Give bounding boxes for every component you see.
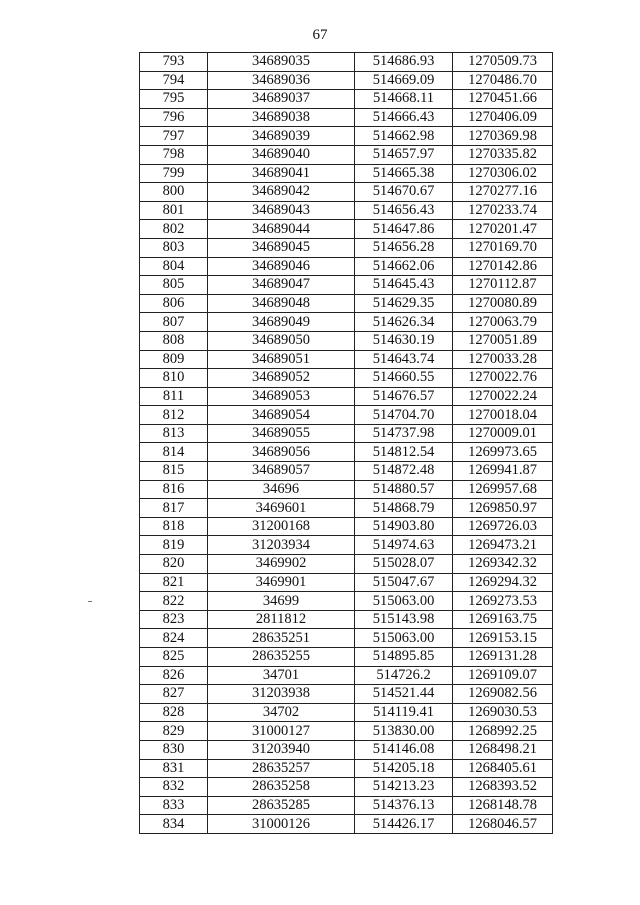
table-row	[140, 257, 553, 276]
point-number-cell: 796	[140, 108, 208, 127]
table-row	[140, 313, 553, 332]
y-coordinate-cell: 1269163.75	[453, 610, 553, 629]
table-row	[140, 592, 553, 611]
point-number-cell: 797	[140, 127, 208, 146]
table-row	[140, 350, 553, 369]
y-coordinate-cell: 1270169.70	[453, 238, 553, 257]
table-row	[140, 629, 553, 648]
cadastral-id-cell: 34696	[208, 480, 355, 499]
x-coordinate-cell: 514895.85	[355, 648, 453, 667]
y-coordinate-cell: 1270033.28	[453, 350, 553, 369]
table-row	[140, 796, 553, 815]
point-number-cell: 822	[140, 592, 208, 611]
y-coordinate-cell: 1269957.68	[453, 480, 553, 499]
point-number-cell: 816	[140, 480, 208, 499]
y-coordinate-cell: 1270051.89	[453, 331, 553, 350]
y-coordinate-cell: 1269473.21	[453, 536, 553, 555]
y-coordinate-cell: 1270406.09	[453, 108, 553, 127]
cadastral-id-cell: 31000126	[208, 815, 355, 834]
table-row	[140, 462, 553, 481]
x-coordinate-cell: 514662.98	[355, 127, 453, 146]
point-number-cell: 821	[140, 573, 208, 592]
x-coordinate-cell: 514119.41	[355, 703, 453, 722]
x-coordinate-cell: 514880.57	[355, 480, 453, 499]
x-coordinate-cell: 514676.57	[355, 387, 453, 406]
table-row	[140, 201, 553, 220]
y-coordinate-cell: 1270335.82	[453, 145, 553, 164]
cadastral-id-cell: 31200168	[208, 517, 355, 536]
table-row	[140, 108, 553, 127]
point-number-cell: 825	[140, 648, 208, 667]
x-coordinate-cell: 513830.00	[355, 722, 453, 741]
x-coordinate-cell: 515063.00	[355, 592, 453, 611]
y-coordinate-cell: 1268148.78	[453, 796, 553, 815]
y-coordinate-cell: 1270022.24	[453, 387, 553, 406]
y-coordinate-cell: 1270009.01	[453, 424, 553, 443]
cadastral-id-cell: 34689037	[208, 90, 355, 109]
y-coordinate-cell: 1269973.65	[453, 443, 553, 462]
point-number-cell: 793	[140, 53, 208, 72]
y-coordinate-cell: 1270451.66	[453, 90, 553, 109]
x-coordinate-cell: 514629.35	[355, 294, 453, 313]
table-row	[140, 573, 553, 592]
point-number-cell: 832	[140, 778, 208, 797]
table-row	[140, 164, 553, 183]
table-row	[140, 127, 553, 146]
cadastral-id-cell: 34689057	[208, 462, 355, 481]
point-number-cell: 803	[140, 238, 208, 257]
table-row	[140, 555, 553, 574]
cadastral-id-cell: 28635285	[208, 796, 355, 815]
point-number-cell: 818	[140, 517, 208, 536]
point-number-cell: 811	[140, 387, 208, 406]
x-coordinate-cell: 514812.54	[355, 443, 453, 462]
cadastral-id-cell: 34689055	[208, 424, 355, 443]
point-number-cell: 814	[140, 443, 208, 462]
cadastral-id-cell: 34689046	[208, 257, 355, 276]
point-number-cell: 813	[140, 424, 208, 443]
point-number-cell: 824	[140, 629, 208, 648]
table-row	[140, 276, 553, 295]
y-coordinate-cell: 1270486.70	[453, 71, 553, 90]
y-coordinate-cell: 1269294.32	[453, 573, 553, 592]
cadastral-id-cell: 2811812	[208, 610, 355, 629]
y-coordinate-cell: 1270022.76	[453, 369, 553, 388]
point-number-cell: 833	[140, 796, 208, 815]
cadastral-id-cell: 34701	[208, 666, 355, 685]
table-row	[140, 369, 553, 388]
y-coordinate-cell: 1269082.56	[453, 685, 553, 704]
x-coordinate-cell: 514665.38	[355, 164, 453, 183]
point-number-cell: 819	[140, 536, 208, 555]
point-number-cell: 804	[140, 257, 208, 276]
cadastral-id-cell: 31203934	[208, 536, 355, 555]
x-coordinate-cell: 514670.67	[355, 183, 453, 202]
table-row	[140, 666, 553, 685]
cadastral-id-cell: 34689048	[208, 294, 355, 313]
y-coordinate-cell: 1270509.73	[453, 53, 553, 72]
y-coordinate-cell: 1269941.87	[453, 462, 553, 481]
table-row	[140, 499, 553, 518]
cadastral-id-cell: 34702	[208, 703, 355, 722]
x-coordinate-cell: 514426.17	[355, 815, 453, 834]
y-coordinate-cell: 1270306.02	[453, 164, 553, 183]
cadastral-id-cell: 34689041	[208, 164, 355, 183]
x-coordinate-cell: 514868.79	[355, 499, 453, 518]
x-coordinate-cell: 515063.00	[355, 629, 453, 648]
x-coordinate-cell: 515143.98	[355, 610, 453, 629]
x-coordinate-cell: 514656.28	[355, 238, 453, 257]
cadastral-id-cell: 34689047	[208, 276, 355, 295]
x-coordinate-cell: 514704.70	[355, 406, 453, 425]
y-coordinate-cell: 1268405.61	[453, 759, 553, 778]
y-coordinate-cell: 1270112.87	[453, 276, 553, 295]
table-row	[140, 443, 553, 462]
y-coordinate-cell: 1270018.04	[453, 406, 553, 425]
table-row	[140, 90, 553, 109]
cadastral-id-cell: 34689036	[208, 71, 355, 90]
table-row	[140, 331, 553, 350]
x-coordinate-cell: 514903.80	[355, 517, 453, 536]
x-coordinate-cell: 514686.93	[355, 53, 453, 72]
table-row	[140, 815, 553, 834]
table-row	[140, 536, 553, 555]
point-number-cell: 826	[140, 666, 208, 685]
table-row	[140, 294, 553, 313]
cadastral-id-cell: 34689050	[208, 331, 355, 350]
point-number-cell: 810	[140, 369, 208, 388]
cadastral-id-cell: 34689052	[208, 369, 355, 388]
cadastral-id-cell: 34689042	[208, 183, 355, 202]
point-number-cell: 827	[140, 685, 208, 704]
point-number-cell: 828	[140, 703, 208, 722]
y-coordinate-cell: 1270201.47	[453, 220, 553, 239]
cadastral-id-cell: 34689038	[208, 108, 355, 127]
point-number-cell: 815	[140, 462, 208, 481]
x-coordinate-cell: 514669.09	[355, 71, 453, 90]
cadastral-id-cell: 34689056	[208, 443, 355, 462]
x-coordinate-cell: 514643.74	[355, 350, 453, 369]
point-number-cell: 829	[140, 722, 208, 741]
point-number-cell: 834	[140, 815, 208, 834]
point-number-cell: 802	[140, 220, 208, 239]
x-coordinate-cell: 514645.43	[355, 276, 453, 295]
point-number-cell: 807	[140, 313, 208, 332]
y-coordinate-cell: 1269109.07	[453, 666, 553, 685]
x-coordinate-cell: 514647.86	[355, 220, 453, 239]
x-coordinate-cell: 514657.97	[355, 145, 453, 164]
table-row	[140, 53, 553, 72]
x-coordinate-cell: 515028.07	[355, 555, 453, 574]
y-coordinate-cell: 1269850.97	[453, 499, 553, 518]
page-number: 67	[312, 27, 328, 43]
table-row	[140, 238, 553, 257]
table-row	[140, 722, 553, 741]
x-coordinate-cell: 514737.98	[355, 424, 453, 443]
x-coordinate-cell: 514666.43	[355, 108, 453, 127]
y-coordinate-cell: 1269342.32	[453, 555, 553, 574]
point-number-cell: 808	[140, 331, 208, 350]
margin-mark	[88, 601, 92, 602]
cadastral-id-cell: 31203940	[208, 740, 355, 759]
table-row	[140, 517, 553, 536]
cadastral-id-cell: 3469902	[208, 555, 355, 574]
table-row	[140, 778, 553, 797]
cadastral-id-cell: 34689051	[208, 350, 355, 369]
coordinates-table	[139, 52, 553, 834]
coordinates-table-body	[140, 53, 553, 834]
point-number-cell: 800	[140, 183, 208, 202]
x-coordinate-cell: 514626.34	[355, 313, 453, 332]
cadastral-id-cell: 31000127	[208, 722, 355, 741]
x-coordinate-cell: 514974.63	[355, 536, 453, 555]
y-coordinate-cell: 1270277.16	[453, 183, 553, 202]
table-row	[140, 610, 553, 629]
point-number-cell: 799	[140, 164, 208, 183]
y-coordinate-cell: 1268393.52	[453, 778, 553, 797]
x-coordinate-cell: 514660.55	[355, 369, 453, 388]
x-coordinate-cell: 514205.18	[355, 759, 453, 778]
table-row	[140, 685, 553, 704]
point-number-cell: 809	[140, 350, 208, 369]
table-row	[140, 387, 553, 406]
x-coordinate-cell: 514376.13	[355, 796, 453, 815]
cadastral-id-cell: 28635255	[208, 648, 355, 667]
point-number-cell: 798	[140, 145, 208, 164]
cadastral-id-cell: 34689043	[208, 201, 355, 220]
y-coordinate-cell: 1270369.98	[453, 127, 553, 146]
point-number-cell: 795	[140, 90, 208, 109]
table-row	[140, 145, 553, 164]
x-coordinate-cell: 514146.08	[355, 740, 453, 759]
y-coordinate-cell: 1268046.57	[453, 815, 553, 834]
table-row	[140, 759, 553, 778]
table-row	[140, 406, 553, 425]
y-coordinate-cell: 1268992.25	[453, 722, 553, 741]
table-row	[140, 703, 553, 722]
cadastral-id-cell: 34689040	[208, 145, 355, 164]
y-coordinate-cell: 1269273.53	[453, 592, 553, 611]
cadastral-id-cell: 34699	[208, 592, 355, 611]
point-number-cell: 830	[140, 740, 208, 759]
x-coordinate-cell: 514656.43	[355, 201, 453, 220]
y-coordinate-cell: 1268498.21	[453, 740, 553, 759]
cadastral-id-cell: 34689044	[208, 220, 355, 239]
point-number-cell: 820	[140, 555, 208, 574]
point-number-cell: 806	[140, 294, 208, 313]
x-coordinate-cell: 514872.48	[355, 462, 453, 481]
table-row	[140, 648, 553, 667]
y-coordinate-cell: 1269726.03	[453, 517, 553, 536]
x-coordinate-cell: 514213.23	[355, 778, 453, 797]
cadastral-id-cell: 34689049	[208, 313, 355, 332]
x-coordinate-cell: 514662.06	[355, 257, 453, 276]
point-number-cell: 817	[140, 499, 208, 518]
cadastral-id-cell: 34689039	[208, 127, 355, 146]
y-coordinate-cell: 1270142.86	[453, 257, 553, 276]
cadastral-id-cell: 28635258	[208, 778, 355, 797]
x-coordinate-cell: 514726.2	[355, 666, 453, 685]
y-coordinate-cell: 1269153.15	[453, 629, 553, 648]
y-coordinate-cell: 1270080.89	[453, 294, 553, 313]
cadastral-id-cell: 34689045	[208, 238, 355, 257]
cadastral-id-cell: 28635257	[208, 759, 355, 778]
cadastral-id-cell: 34689035	[208, 53, 355, 72]
point-number-cell: 831	[140, 759, 208, 778]
point-number-cell: 801	[140, 201, 208, 220]
point-number-cell: 805	[140, 276, 208, 295]
cadastral-id-cell: 31203938	[208, 685, 355, 704]
y-coordinate-cell: 1270233.74	[453, 201, 553, 220]
point-number-cell: 823	[140, 610, 208, 629]
cadastral-id-cell: 3469901	[208, 573, 355, 592]
cadastral-id-cell: 28635251	[208, 629, 355, 648]
table-row	[140, 71, 553, 90]
x-coordinate-cell: 515047.67	[355, 573, 453, 592]
cadastral-id-cell: 3469601	[208, 499, 355, 518]
y-coordinate-cell: 1270063.79	[453, 313, 553, 332]
table-row	[140, 220, 553, 239]
cadastral-id-cell: 34689053	[208, 387, 355, 406]
x-coordinate-cell: 514521.44	[355, 685, 453, 704]
table-row	[140, 740, 553, 759]
point-number-cell: 794	[140, 71, 208, 90]
x-coordinate-cell: 514668.11	[355, 90, 453, 109]
point-number-cell: 812	[140, 406, 208, 425]
y-coordinate-cell: 1269030.53	[453, 703, 553, 722]
table-row	[140, 480, 553, 499]
x-coordinate-cell: 514630.19	[355, 331, 453, 350]
table-row	[140, 183, 553, 202]
cadastral-id-cell: 34689054	[208, 406, 355, 425]
table-row	[140, 424, 553, 443]
y-coordinate-cell: 1269131.28	[453, 648, 553, 667]
